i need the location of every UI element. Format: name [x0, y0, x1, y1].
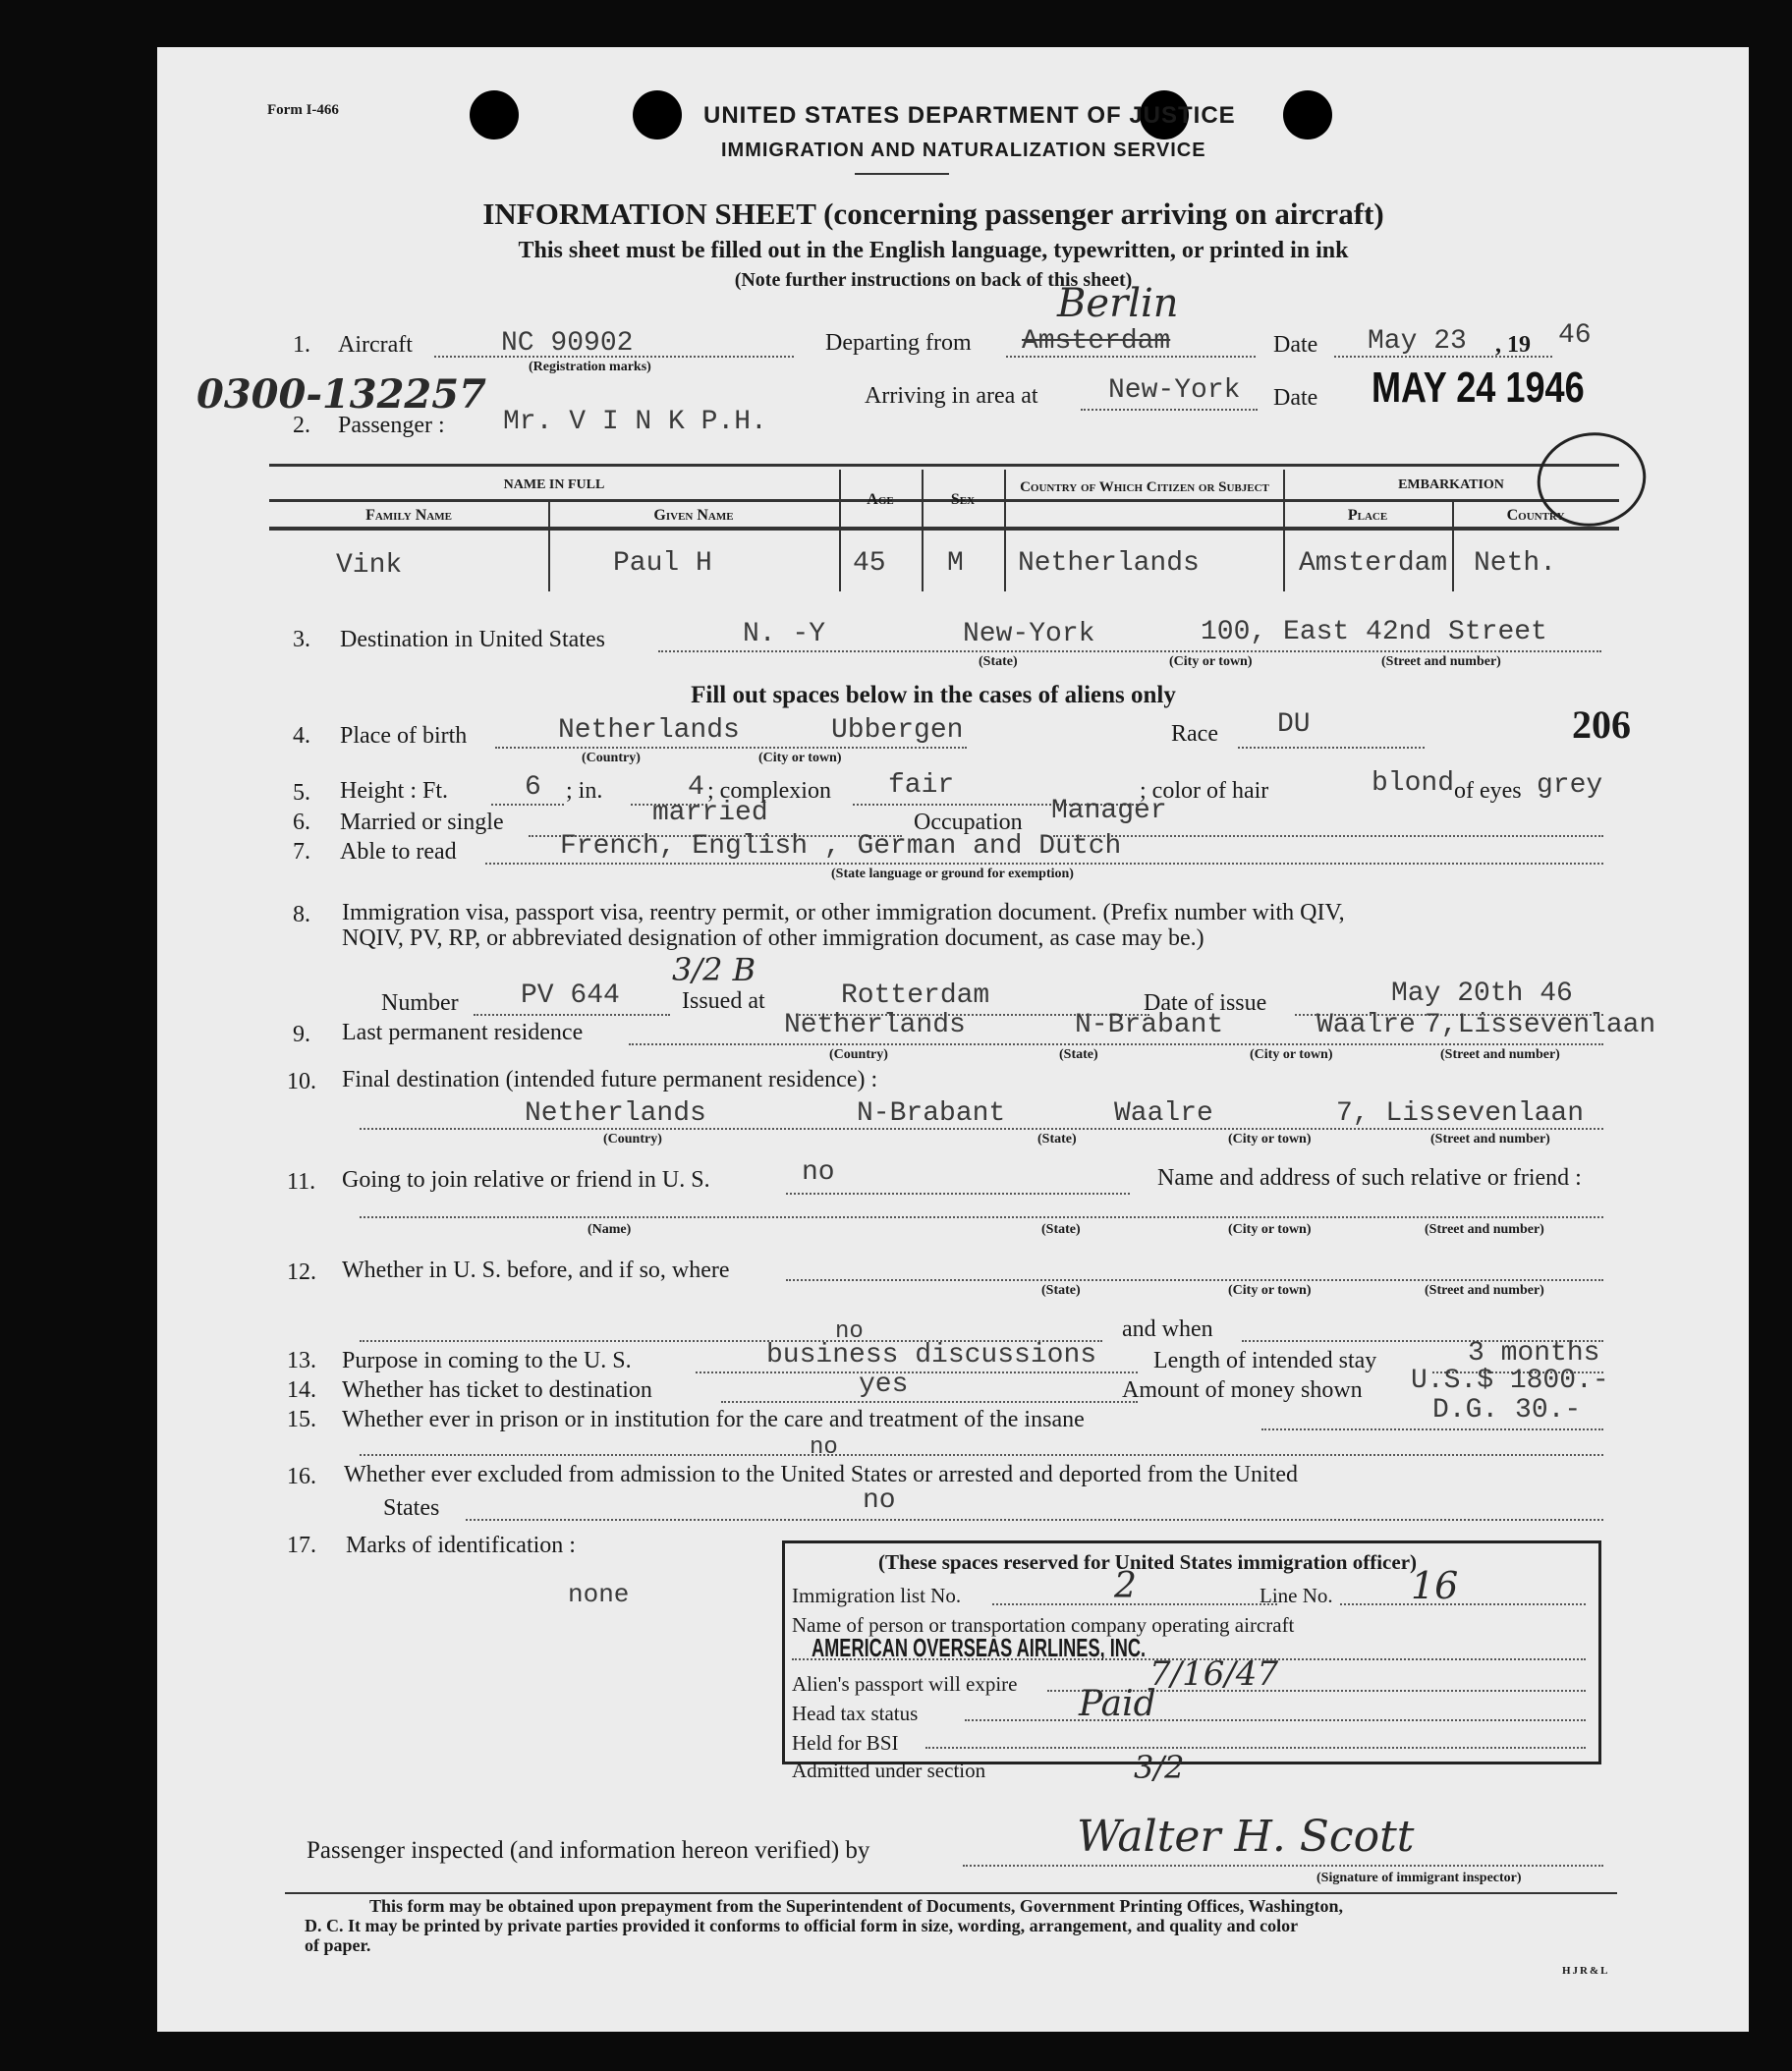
- item-number: 8.: [293, 902, 310, 927]
- residence-country: Netherlands: [784, 1010, 966, 1040]
- caption-street: (Street and number): [1425, 1283, 1544, 1298]
- prison-value: no: [810, 1434, 838, 1461]
- excluded-label-2: States: [383, 1495, 440, 1521]
- marital-value: married: [652, 798, 768, 828]
- birth-city: Ubbergen: [831, 715, 964, 746]
- document-number: PV 644: [521, 980, 620, 1011]
- departing-label: Departing from: [825, 330, 972, 356]
- residence-street: 7,Lissevenlaan: [1425, 1010, 1656, 1040]
- passenger-value: Mr. V I N K P.H.: [503, 407, 767, 437]
- passenger-table: [269, 464, 1619, 591]
- caption-name: (Name): [588, 1222, 632, 1237]
- final-street: 7, Lissevenlaan: [1336, 1098, 1585, 1129]
- number-line: [474, 1014, 670, 1016]
- issued-label: Issued at: [682, 988, 765, 1014]
- height-label: Height : Ft.: [340, 778, 449, 804]
- caption-street: (Street and number): [1381, 654, 1501, 669]
- relative-line: [360, 1216, 1603, 1218]
- signature-line: [963, 1865, 1603, 1867]
- race-line: [1238, 747, 1425, 749]
- arrival-date-stamp: MAY 24 1946: [1372, 364, 1585, 412]
- punch-hole: [1283, 90, 1332, 140]
- passport-label: Alien's passport will expire: [792, 1672, 1018, 1696]
- handwritten-circle: [1529, 424, 1656, 532]
- col-place: Place: [1347, 507, 1388, 524]
- departing-struck: Amsterdam: [1022, 326, 1171, 357]
- header-rule: [855, 173, 949, 175]
- join-value: no: [802, 1157, 835, 1188]
- item-number: 10.: [287, 1069, 316, 1094]
- read-caption: (State language or ground for exemption): [831, 867, 1074, 881]
- col-age: Age: [867, 491, 894, 508]
- read-value: French, English , German and Dutch: [560, 831, 1122, 862]
- line-no-line: [1340, 1603, 1586, 1605]
- item-number: 12.: [287, 1259, 316, 1285]
- departing-date: May 23: [1368, 326, 1467, 357]
- final-state: N-Brabant: [857, 1098, 1006, 1129]
- relative-label: Name and address of such relative or friend :: [1157, 1165, 1582, 1191]
- footer-line-2: D. C. It may be printed by private parties provided it conforms to official form in size, wording, arrangement, and quality and color: [305, 1916, 1299, 1935]
- item-number: 9.: [293, 1022, 310, 1047]
- issue-date-value: May 20th 46: [1391, 979, 1573, 1009]
- officer-box-title: (These spaces reserved for United States immigration officer): [878, 1550, 1418, 1574]
- height-in: 4: [688, 772, 704, 803]
- file-number: 0300-132257: [196, 371, 486, 418]
- item-number: 7.: [293, 839, 310, 865]
- occupation-line: [1053, 835, 1603, 837]
- arriving-value: New-York: [1108, 375, 1241, 406]
- company-stamp: AMERICAN OVERSEAS AIRLINES, INC.: [812, 1633, 1147, 1662]
- bsi-line: [925, 1747, 1586, 1749]
- item-number: 11.: [287, 1169, 316, 1195]
- eyes-value: grey: [1537, 770, 1603, 801]
- residence-line: [629, 1043, 1603, 1045]
- caption-city: (City or town): [1228, 1283, 1312, 1298]
- caption-street: (Street and number): [1440, 1047, 1560, 1062]
- punch-hole: [470, 90, 519, 140]
- document-number-hw: 3/2 B: [672, 951, 756, 988]
- caption-state: (State): [1041, 1222, 1081, 1237]
- item-number: 1.: [293, 332, 310, 358]
- marital-label: Married or single: [340, 810, 504, 835]
- final-city: Waalre: [1114, 1098, 1213, 1129]
- caption-street: (Street and number): [1430, 1132, 1550, 1147]
- ticket-line: [721, 1401, 1138, 1403]
- caption-city: (City or town): [1228, 1222, 1312, 1237]
- col-country: Country of Which Citizen or Subject: [1020, 479, 1269, 495]
- item-number: 14.: [287, 1377, 316, 1403]
- col-embark-country: Country: [1506, 507, 1565, 524]
- inspector-signature: Walter H. Scott: [1077, 1812, 1415, 1862]
- tax-label: Head tax status: [792, 1702, 919, 1725]
- aircraft-label: Aircraft: [338, 332, 413, 358]
- excluded-line: [466, 1519, 1603, 1521]
- destination-city: New-York: [963, 619, 1095, 649]
- cell-embark-country: Neth.: [1474, 548, 1557, 579]
- passenger-label: Passenger :: [338, 413, 445, 438]
- race-label: Race: [1171, 721, 1218, 747]
- date-label: Date: [1273, 332, 1318, 358]
- arrival-date-label: Date: [1273, 385, 1318, 411]
- destination-label: Destination in United States: [340, 627, 605, 652]
- company-label: Name of person or transportation company operating aircraft: [792, 1613, 1295, 1637]
- join-label: Going to join relative or friend in U. S.: [342, 1167, 710, 1193]
- service-name: IMMIGRATION AND NATURALIZATION SERVICE: [721, 140, 1206, 161]
- col-group-embarkation: EMBARKATION: [1398, 477, 1504, 492]
- caption-state: (State): [1059, 1047, 1098, 1062]
- occupation-label: Occupation: [914, 810, 1023, 835]
- departing-handwritten: Berlin: [1057, 281, 1179, 326]
- list-label: Immigration list No.: [792, 1584, 962, 1607]
- cell-sex: M: [947, 548, 964, 579]
- occupation-value: Manager: [1051, 796, 1167, 826]
- caption-state: (State): [979, 654, 1018, 669]
- item-number: 2.: [293, 413, 310, 438]
- residence-state: N-Brabant: [1075, 1010, 1224, 1040]
- birthplace-line: [495, 747, 967, 749]
- residence-city: Waalre: [1316, 1010, 1416, 1040]
- form-number: Form I-466: [267, 102, 339, 118]
- inspection-label: Passenger inspected (and information hereon verified) by: [307, 1837, 870, 1864]
- purpose-line: [696, 1371, 1138, 1373]
- item-number: 3.: [293, 627, 310, 652]
- department-name: UNITED STATES DEPARTMENT OF JUSTICE: [703, 102, 1236, 129]
- registration-caption: (Registration marks): [529, 360, 651, 374]
- caption-country: (Country): [603, 1132, 662, 1147]
- caption-street: (Street and number): [1425, 1222, 1544, 1237]
- final-country: Netherlands: [525, 1098, 706, 1129]
- purpose-label: Purpose in coming to the U. S.: [342, 1348, 632, 1373]
- aircraft-value: NC 90902: [501, 328, 634, 359]
- passport-value: 7/16/47: [1149, 1654, 1279, 1694]
- excluded-value: no: [863, 1485, 896, 1516]
- before-label: Whether in U. S. before, and if so, where: [342, 1258, 730, 1283]
- list-value: 2: [1114, 1566, 1137, 1606]
- ticket-label: Whether has ticket to destination: [342, 1377, 652, 1403]
- cell-place: Amsterdam: [1299, 548, 1448, 579]
- sheet-title: INFORMATION SHEET (concerning passenger arriving on aircraft): [482, 196, 1384, 231]
- purpose-value: business discussions: [766, 1340, 1097, 1371]
- line-label: Line No.: [1260, 1584, 1333, 1607]
- bsi-label: Held for BSI: [792, 1731, 899, 1755]
- col-given-name: Given Name: [653, 507, 734, 524]
- col-sex: Sex: [950, 491, 976, 508]
- footer-rule: [285, 1892, 1617, 1894]
- when-label: and when: [1122, 1316, 1213, 1342]
- item-number: 5.: [293, 780, 310, 806]
- residence-label: Last permanent residence: [342, 1020, 584, 1045]
- excluded-label-1: Whether ever excluded from admission to the United States or arrested and deported from the United: [344, 1462, 1299, 1487]
- eyes-label: of eyes: [1454, 778, 1522, 804]
- join-line: [786, 1193, 1130, 1195]
- arriving-label: Arriving in area at: [865, 383, 1038, 409]
- marks-label: Marks of identification :: [346, 1533, 576, 1558]
- stay-label: Length of intended stay: [1153, 1348, 1377, 1373]
- ft-line: [491, 804, 564, 806]
- caption-state: (State): [1041, 1283, 1081, 1298]
- sheet-subtitle: This sheet must be filled out in the English language, typewritten, or printed in ink: [518, 238, 1349, 263]
- inches-label: ; in.: [566, 778, 603, 804]
- departing-year: 46: [1558, 320, 1592, 351]
- birth-country: Netherlands: [558, 715, 740, 746]
- caption-city: (City or town): [758, 751, 842, 765]
- caption-city: (City or town): [1228, 1132, 1312, 1147]
- item-number: 17.: [287, 1533, 316, 1558]
- caption-city: (City or town): [1169, 654, 1253, 669]
- issued-value: Rotterdam: [841, 980, 990, 1011]
- read-label: Able to read: [340, 839, 457, 865]
- footer-line-1: This form may be obtained upon prepayment from the Superintendent of Documents, Government Printing Offices, Washington,: [369, 1896, 1344, 1916]
- document-text-2: NQIV, PV, RP, or abbreviated designation of other immigration document, as case may be.): [342, 925, 1204, 951]
- destination-line: [658, 650, 1601, 652]
- cell-family-name: Vink: [336, 550, 403, 581]
- hair-label: ; color of hair: [1140, 778, 1269, 804]
- punch-hole: [633, 90, 682, 140]
- cell-age: 45: [853, 548, 886, 579]
- before-line: [786, 1279, 1603, 1281]
- printer-code: HJR&L: [1562, 1965, 1610, 1977]
- caption-country: (Country): [829, 1047, 888, 1062]
- destination-street: 100, East 42nd Street: [1201, 617, 1547, 647]
- tax-value: Paid: [1079, 1684, 1156, 1724]
- col-family-name: Family Name: [365, 507, 452, 524]
- caption-state: (State): [1037, 1132, 1077, 1147]
- footer-line-3: of paper.: [305, 1935, 371, 1955]
- hair-value: blond: [1372, 768, 1455, 799]
- money-label: Amount of money shown: [1122, 1377, 1363, 1403]
- destination-state: N. -Y: [743, 619, 826, 649]
- information-sheet: [157, 47, 1749, 2032]
- year-prefix: , 19: [1495, 332, 1531, 358]
- cell-given-name: Paul H: [613, 548, 712, 579]
- caption-city: (City or town): [1250, 1047, 1333, 1062]
- item-number: 13.: [287, 1348, 316, 1373]
- sheet-note: (Note further instructions on back of this sheet): [734, 269, 1133, 291]
- prison-label: Whether ever in prison or in institution for the care and treatment of the insane: [342, 1407, 1085, 1432]
- section-label: Admitted under section: [792, 1759, 986, 1782]
- section-value: 3/2: [1134, 1749, 1185, 1786]
- complexion-label: ; complexion: [707, 778, 831, 804]
- cell-citizen: Netherlands: [1018, 548, 1200, 579]
- col-group-name: NAME IN FULL: [503, 477, 605, 492]
- item-number: 16.: [287, 1464, 316, 1489]
- line-value: 16: [1411, 1564, 1459, 1607]
- issue-date-label: Date of issue: [1144, 990, 1267, 1016]
- money-value-1: U.S.$ 1800.-: [1411, 1366, 1609, 1396]
- prison-line-2: [360, 1454, 1603, 1456]
- ticket-value: yes: [859, 1370, 909, 1400]
- birthplace-label: Place of birth: [340, 723, 468, 749]
- signature-caption: (Signature of immigrant inspector): [1316, 1871, 1522, 1885]
- caption-country: (Country): [582, 751, 641, 765]
- arriving-line: [1081, 409, 1258, 411]
- complexion-value: fair: [888, 770, 955, 801]
- code-number: 206: [1572, 702, 1631, 747]
- item-number: 4.: [293, 723, 310, 749]
- read-line: [485, 863, 1603, 865]
- final-destination-label: Final destination (intended future permanent residence) :: [342, 1067, 878, 1092]
- number-label: Number: [381, 990, 459, 1016]
- race-value: DU: [1277, 709, 1311, 740]
- aliens-heading: Fill out spaces below in the cases of aliens only: [691, 682, 1176, 708]
- marks-value: none: [568, 1580, 630, 1609]
- height-ft: 6: [525, 772, 541, 803]
- tax-line: [965, 1719, 1586, 1721]
- item-number: 6.: [293, 810, 310, 835]
- before-value: no: [835, 1318, 864, 1345]
- prison-line: [1261, 1428, 1603, 1430]
- document-text-1: Immigration visa, passport visa, reentry permit, or other immigration document. (Prefix number with QIV,: [342, 900, 1345, 925]
- money-value-2: D.G. 30.-: [1432, 1395, 1582, 1426]
- stay-value: 3 months: [1468, 1338, 1600, 1369]
- item-number: 15.: [287, 1407, 316, 1432]
